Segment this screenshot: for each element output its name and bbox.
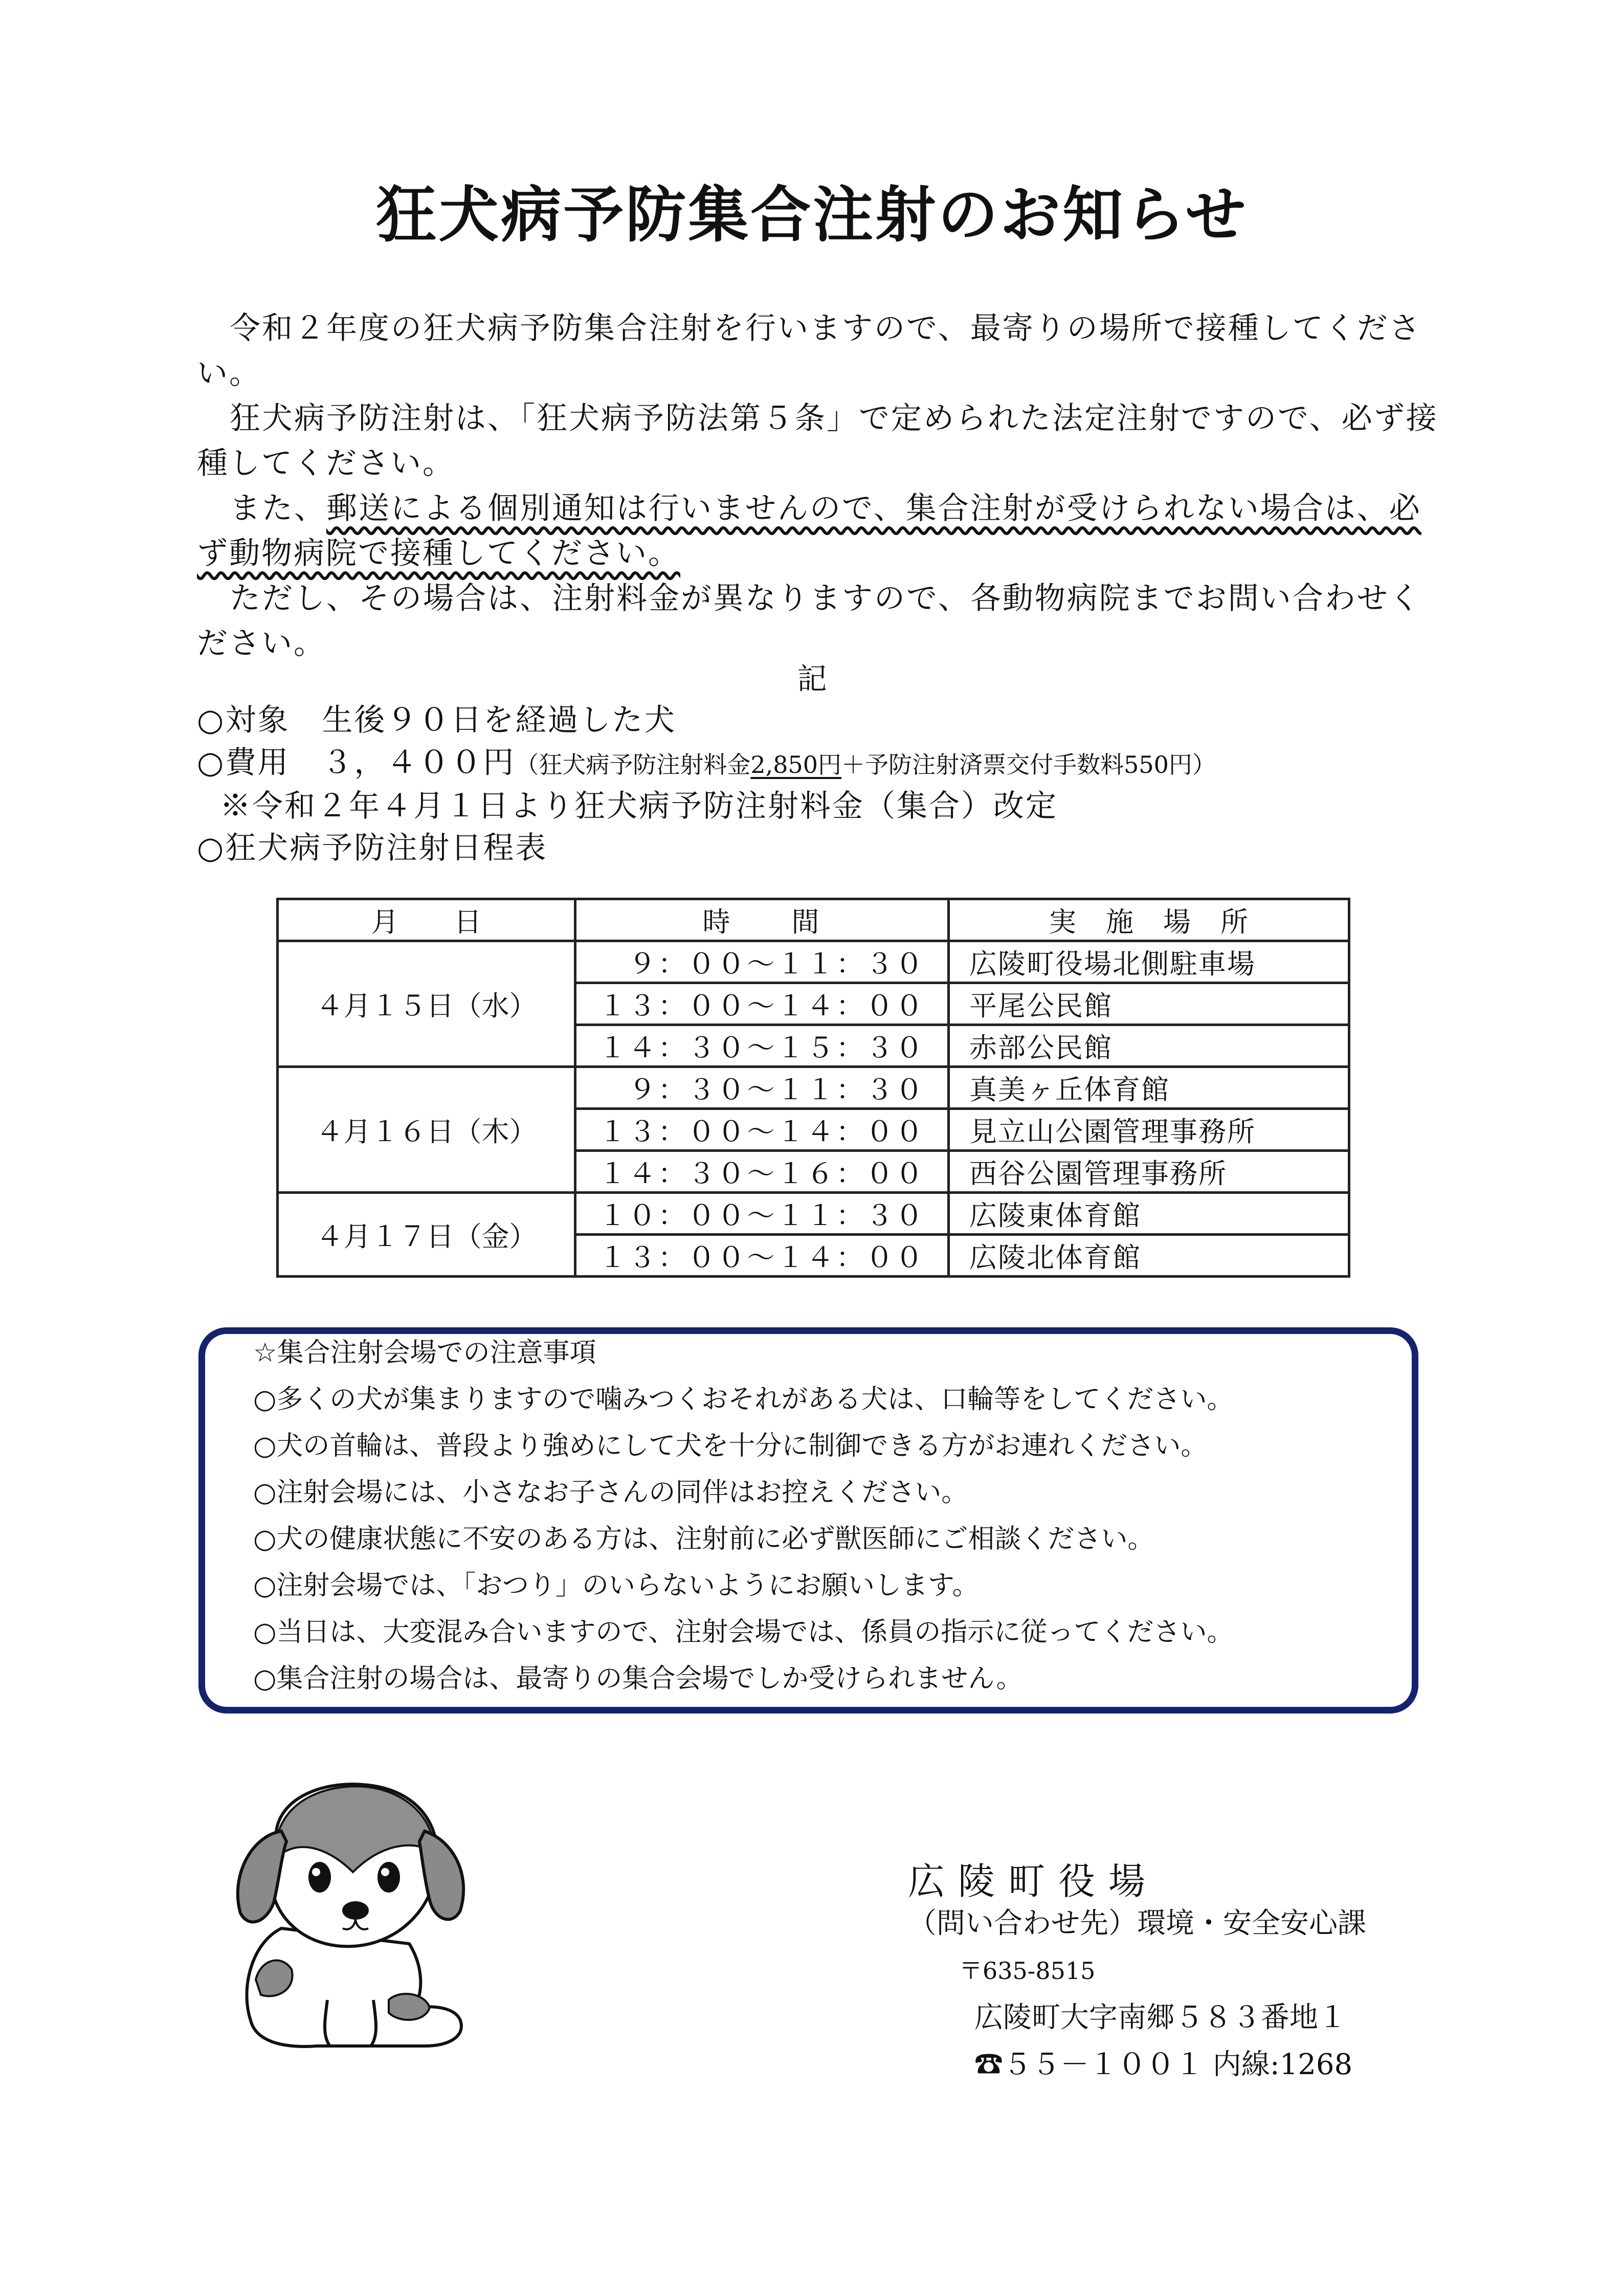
schedule-place: 広陵北体育館 <box>949 1235 1349 1277</box>
schedule-date: ４月１５日（水） <box>278 941 575 1067</box>
schedule-place: 広陵町役場北側駐車場 <box>949 941 1349 983</box>
schedule-time: １３：００～１４：００ <box>575 983 949 1025</box>
table-row <box>278 941 1349 983</box>
revision-note: ※令和２年４月１日より狂犬病予防注射料金（集合）改定 <box>220 788 1058 824</box>
intro-paragraphs <box>197 306 1453 666</box>
notice-item: ○注射会場では、「おつり」のいらないようにお願いします。 <box>253 1570 979 1601</box>
department: （問い合わせ先）環境・安全安心課 <box>908 1907 1366 1940</box>
schedule-time: ９：３０～１１：３０ <box>575 1067 949 1109</box>
schedule-date: ４月１７日（金） <box>278 1193 575 1277</box>
schedule-header-row <box>278 899 1349 941</box>
schedule-place: 見立山公園管理事務所 <box>949 1109 1349 1151</box>
schedule-time: ９：００～１１：３０ <box>575 941 949 983</box>
schedule-date: ４月１６日（木） <box>278 1067 575 1193</box>
intro-paragraph-4: ただし、その場合は、注射料金が異なりますので、各動物病院までお問い合わせください。 <box>197 581 1421 661</box>
table-row <box>278 1067 1349 1109</box>
address: 広陵町大字南郷５８３番地１ <box>974 2001 1347 2034</box>
table-row <box>278 1193 1349 1235</box>
dog-illustration <box>220 1775 496 2061</box>
schedule-place: 平尾公民館 <box>949 983 1349 1025</box>
cost-note-amount: 2,850円 <box>750 751 842 779</box>
intro-paragraph-2: 狂犬病予防注射は、「狂犬病予防法第５条」で定められた法定注射ですので、必ず接種してください。 <box>197 401 1438 481</box>
notice-item: ○犬の健康状態に不安のある方は、注射前に必ず獣医師にご相談ください。 <box>253 1524 1154 1554</box>
notice-list <box>253 1330 1233 1702</box>
cost-line <box>197 738 1216 782</box>
emphasis-text: 郵送による個別通知は行いませんので、集合注射が受けられない場合は、必ず動物病院で接種してください。 <box>197 491 1421 571</box>
intro-paragraph-1: 令和２年度の狂犬病予防集合注射を行いますので、最寄りの場所で接種してください。 <box>197 310 1421 391</box>
schedule-time: １３：００～１４：００ <box>575 1109 949 1151</box>
postal-code: 〒635-8515 <box>959 1957 1096 1985</box>
schedule-time: １４：３０～１６：００ <box>575 1151 949 1193</box>
cost-note: （狂犬病予防注射料金2,850円＋予防注射済票交付手数料550円） <box>515 751 1216 779</box>
notice-item: ○多くの犬が集まりますので噛みつくおそれがある犬は、口輪等をしてください。 <box>253 1384 1234 1415</box>
schedule-time: １３：００～１４：００ <box>575 1235 949 1277</box>
schedule-place: 広陵東体育館 <box>949 1193 1349 1235</box>
schedule-time: １０：００～１１：３０ <box>575 1193 949 1235</box>
column-header-place: 実 施 場 所 <box>949 899 1349 941</box>
contact-info <box>908 1900 1366 2088</box>
page-title: 狂犬病予防集合注射のお知らせ <box>376 180 1248 250</box>
notice-heading: ☆集合注射会場での注意事項 <box>253 1338 596 1368</box>
notice-item: ○犬の首輪は、普段より強めにして犬を十分に制御できる方がお連れください。 <box>253 1431 1208 1461</box>
target-line: ○対象 生後９０日を経過した犬 <box>197 702 677 738</box>
office-name: 広陵町役場 <box>908 1860 1159 1903</box>
column-header-date: 月 日 <box>278 899 575 941</box>
intro-paragraph-3 <box>197 486 1453 576</box>
schedule-table <box>276 898 1350 1278</box>
notice-item: ○集合注射の場合は、最寄りの集合会場でしか受けられません。 <box>253 1663 1023 1694</box>
ki-marker: 記 <box>797 661 827 696</box>
cost-main: ○費用 ３，４００円 <box>197 745 516 781</box>
schedule-place: 真美ヶ丘体育館 <box>949 1067 1349 1109</box>
notice-item: ○当日は、大変混み合いますので、注射会場では、係員の指示に従ってください。 <box>253 1617 1234 1648</box>
schedule-time: １４：３０～１５：３０ <box>575 1025 949 1067</box>
intro-paragraph-3-prefix: また、 <box>230 491 326 526</box>
schedule-place: 赤部公民館 <box>949 1025 1349 1067</box>
notice-item: ○注射会場には、小さなお子さんの同伴はお控えください。 <box>253 1477 968 1508</box>
schedule-place: 西谷公園管理事務所 <box>949 1151 1349 1193</box>
schedule-heading: ○狂犬病予防注射日程表 <box>197 830 548 866</box>
phone: ☎５５－１００１ 内線:1268 <box>974 2048 1353 2081</box>
column-header-time: 時 間 <box>575 899 949 941</box>
